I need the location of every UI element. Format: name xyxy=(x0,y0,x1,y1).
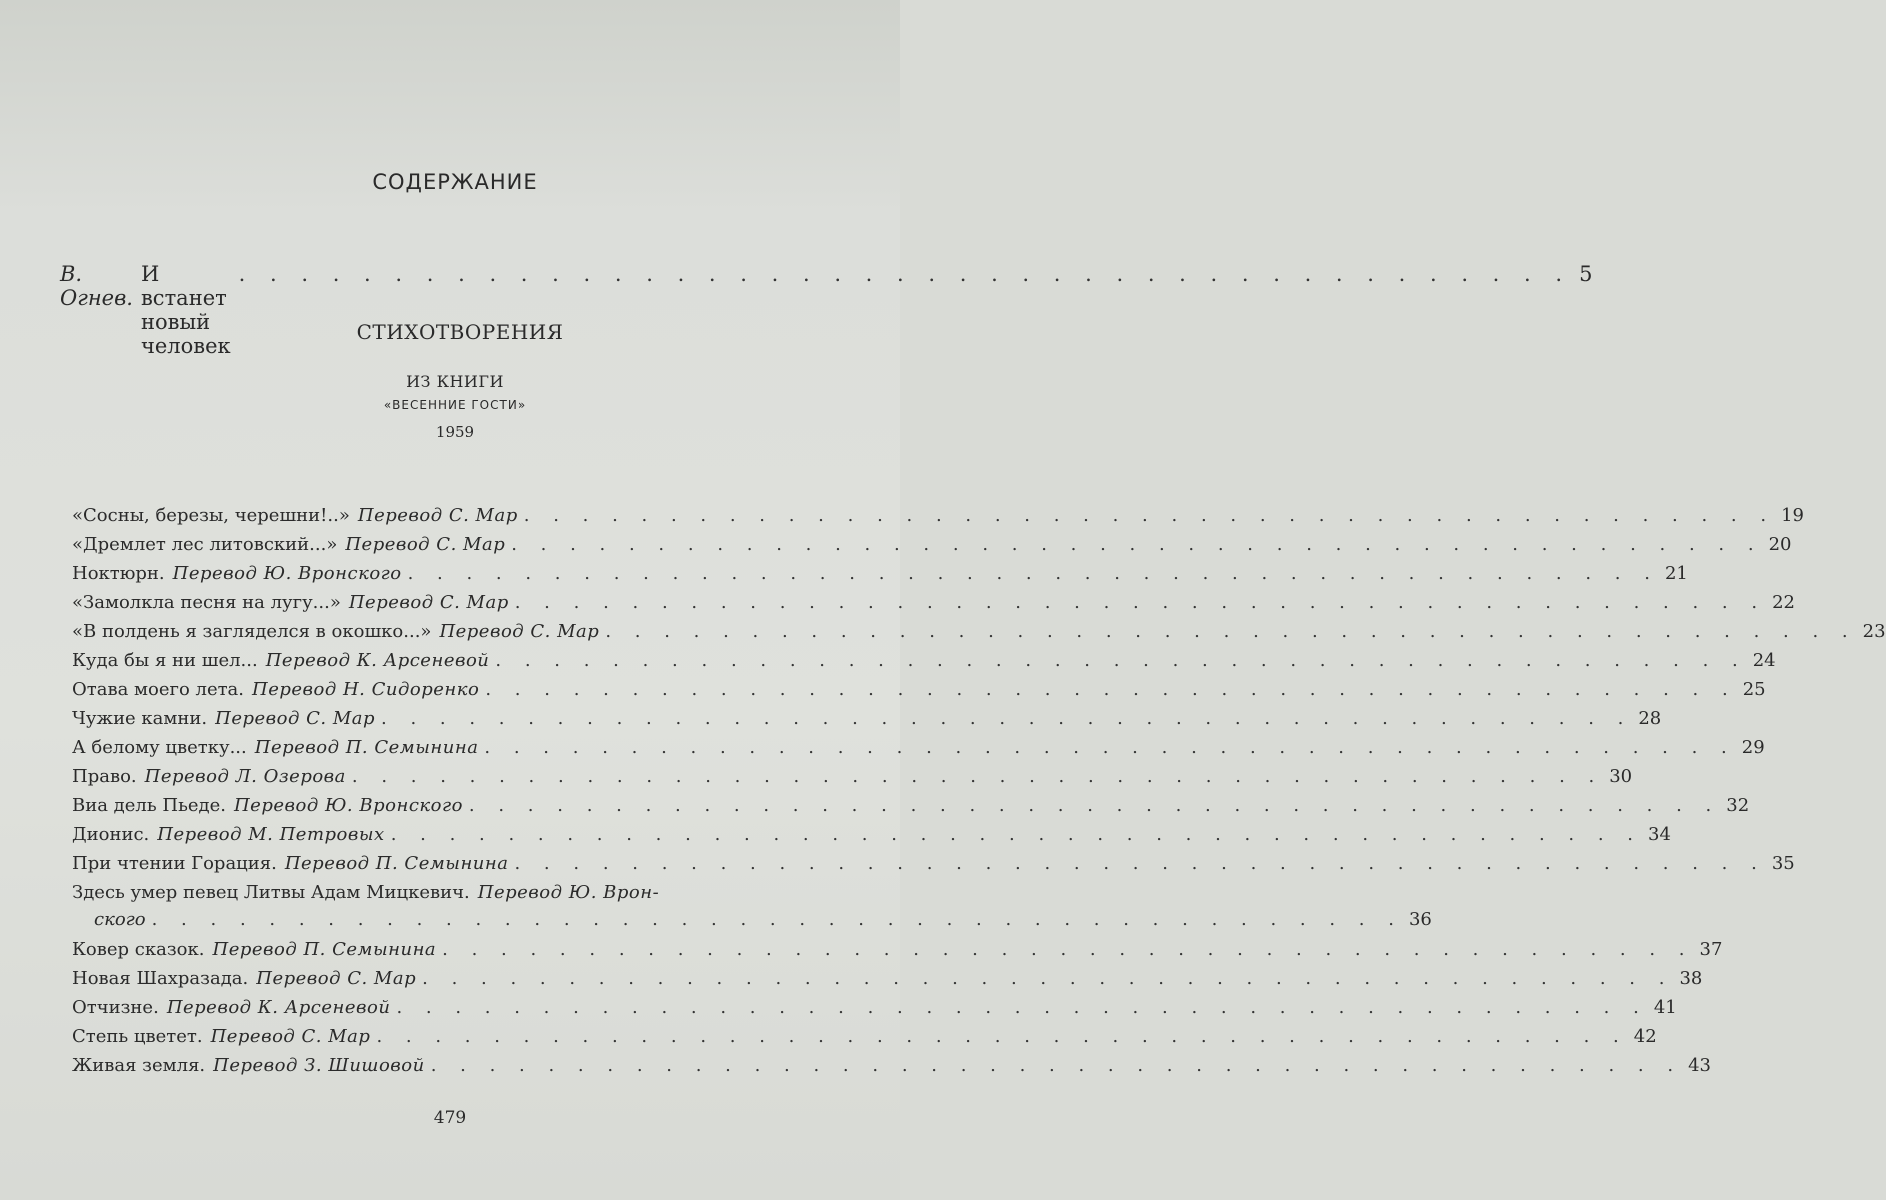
poem-title: «Сосны, березы, черешни!..» xyxy=(72,505,350,526)
page-number: 41 xyxy=(1653,997,1677,1018)
book-from-label: ИЗ КНИГИ xyxy=(406,372,504,391)
toc-entry xyxy=(72,1055,1711,1084)
intro-title: И встанет новый человек xyxy=(140,262,231,358)
toc-entry xyxy=(72,766,1633,795)
page-number: 28 xyxy=(1638,708,1662,729)
poem-title: «Замолкла песня на лугу...» xyxy=(72,592,341,613)
dot-leader: . . . . . . . . . . . . . . . . . . . . . . . . . . . . . . . . . . . . . . . . . . . xyxy=(485,679,1737,700)
toc-entry xyxy=(72,968,1703,997)
dot-leader: . . . . . . . . . . . . . . . . . . . . . . . . . . . . . . . . . . . . . . . . . . . xyxy=(484,737,1736,758)
translator: Перевод П. Семынина xyxy=(212,939,437,960)
translator: Перевод С. Мар xyxy=(348,592,509,613)
page-number: 29 xyxy=(1741,737,1765,758)
toc-entry xyxy=(72,824,1671,853)
dot-leader: . . . . . . . . . . . . . . . . . . . . . . . . . . . . . . . . . . . . . . . . . . . xyxy=(422,968,1674,989)
poem-title: Отчизне. xyxy=(72,997,159,1018)
poem-title: Степь цветет. xyxy=(72,1026,203,1047)
poem-title: Право. xyxy=(72,766,137,787)
page-number: 32 xyxy=(1726,795,1750,816)
section-heading: СТИХОТВОРЕНИЯ xyxy=(356,320,564,344)
translator: Перевод С. Мар xyxy=(345,534,506,555)
page-number: 19 xyxy=(1781,505,1804,526)
translator: Перевод Ю. Вронского xyxy=(172,563,402,584)
translator: Перевод П. Семынина xyxy=(254,737,479,758)
toc-list xyxy=(72,505,1886,1084)
page-number: 34 xyxy=(1648,824,1671,845)
translator: Перевод С. Мар xyxy=(215,708,376,729)
dot-leader: . . . . . . . . . . . . . . . . . . . . . . . . . . . . . . . . . . . . . . . . . . . xyxy=(390,824,1643,845)
poem-title: «Дремлет лес литовский...» xyxy=(72,534,338,555)
dot-leader: . . . . . . . . . . . . . . . . . . . . . . . . . . . . . . . . . . . . . . . . . . . xyxy=(430,1055,1683,1076)
toc-entry xyxy=(72,621,1886,650)
translator: Перевод П. Семынина xyxy=(284,853,509,874)
dot-leader: . . . . . . . . . . . . . . . . . . . . . . . . . . . . . . . . . . . . . . . . . . . xyxy=(238,262,1572,286)
dot-leader: . . . . . . . . . . . . . . . . . . . . . . . . . . . . . . . . . . . . . . . . . . . xyxy=(523,505,1776,526)
page-number: 30 xyxy=(1609,766,1633,787)
dot-leader: . . . . . . . . . . . . . . . . . . . . . . . . . . . . . . . . . . . . . . . . . . . xyxy=(396,997,1648,1018)
poem-title: Живая земля. xyxy=(72,1055,206,1076)
page-folio: 479 xyxy=(433,1108,467,1128)
translator: Перевод Ю. Вронского xyxy=(233,795,463,816)
dot-leader: . . . . . . . . . . . . . . . . . . . . . . . . . . . . . . . . . . . . . . . . . . . xyxy=(514,853,1766,874)
dot-leader: . . . . . . . . . . . . . . . . . . . . . . . . . . . . . . . . . . . . . . . . . . . xyxy=(514,592,1767,613)
poem-title: Новая Шахразада. xyxy=(72,968,249,989)
toc-entry xyxy=(72,650,1776,679)
toc-entry xyxy=(72,563,1688,592)
page-number: 24 xyxy=(1752,650,1776,671)
translator: Перевод К. Арсеневой xyxy=(166,997,391,1018)
poem-title: А белому цветку... xyxy=(72,737,247,758)
dot-leader: . . . . . . . . . . . . . . . . . . . . . . . . . . . . . . . . . . . . . . . . . . . xyxy=(381,708,1633,729)
translator: Перевод М. Петровых xyxy=(157,824,385,845)
dot-leader: . . . . . . . . . . . . . . . . . . . . . . . . . . . . . . . . . . . . . . . . . . . xyxy=(351,766,1604,787)
dot-leader: . . . . . . . . . . . . . . . . . . . . . . . . . . . . . . . . . . . . . . . . . . . xyxy=(151,909,1403,930)
page-number: 22 xyxy=(1772,592,1795,613)
translator: Перевод С. Мар xyxy=(357,505,518,526)
poem-title: Виа дель Пьеде. xyxy=(72,795,226,816)
toc-entry xyxy=(72,592,1795,621)
intro-author: В. Огнев. xyxy=(60,262,133,310)
book-name: «ВЕСЕННИЕ ГОСТИ» xyxy=(383,398,527,412)
poem-title: Отава моего лета. xyxy=(72,679,245,700)
toc-entry xyxy=(72,534,1792,563)
toc-entry-continuation xyxy=(72,909,1432,939)
poem-title: Здесь умер певец Литвы Адам Мицкевич. xyxy=(72,882,470,903)
translator-continuation: ского xyxy=(94,909,146,930)
dot-leader: . . . . . . . . . . . . . . . . . . . . . . . . . . . . . . . . . . . . . . . . . . . xyxy=(468,795,1721,816)
page-number: 35 xyxy=(1771,853,1795,874)
toc-entry xyxy=(72,737,1765,766)
poem-title: Дионис. xyxy=(72,824,150,845)
page-number: 20 xyxy=(1768,534,1792,555)
poem-title: «В полдень я загляделся в окошко...» xyxy=(72,621,432,642)
page-number: 36 xyxy=(1408,909,1432,930)
toc-entry xyxy=(72,997,1677,1026)
dot-leader: . . . . . . . . . . . . . . . . . . . . . . . . . . . . . . . . . . . . . . . . . . . xyxy=(407,563,1659,584)
book-year: 1959 xyxy=(435,423,475,441)
toc-entry xyxy=(72,679,1766,708)
poem-title: Ковер сказок. xyxy=(72,939,205,960)
toc-entry xyxy=(72,708,1662,737)
dot-leader: . . . . . . . . . . . . . . . . . . . . . . . . . . . . . . . . . . . . . . . . . . . xyxy=(511,534,1763,555)
toc-entry xyxy=(72,795,1750,824)
page-title: СОДЕРЖАНИЕ xyxy=(372,170,538,194)
page-number: 43 xyxy=(1688,1055,1711,1076)
poem-title: Ноктюрн. xyxy=(72,563,165,584)
toc-entry xyxy=(72,853,1795,882)
page-number: 42 xyxy=(1633,1026,1657,1047)
translator: Перевод К. Арсеневой xyxy=(265,650,490,671)
poem-title: Куда бы я ни шел... xyxy=(72,650,258,671)
dot-leader: . . . . . . . . . . . . . . . . . . . . . . . . . . . . . . . . . . . . . . . . . . . xyxy=(605,621,1857,642)
dot-leader: . . . . . . . . . . . . . . . . . . . . . . . . . . . . . . . . . . . . . . . . . . . xyxy=(442,939,1694,960)
poem-title: Чужие камни. xyxy=(72,708,208,729)
page-number: 21 xyxy=(1664,563,1688,584)
toc-entry xyxy=(72,882,850,909)
toc-entry xyxy=(72,505,1804,534)
page-number: 23 xyxy=(1862,621,1886,642)
translator: Перевод Ю. Врон- xyxy=(477,882,660,903)
page-number: 37 xyxy=(1699,939,1723,960)
poem-title: При чтении Горация. xyxy=(72,853,277,874)
translator: Перевод Л. Озерова xyxy=(144,766,346,787)
toc-entry xyxy=(72,1026,1657,1055)
translator: Перевод З. Шишовой xyxy=(213,1055,425,1076)
page-number: 25 xyxy=(1742,679,1766,700)
toc-entry xyxy=(72,939,1723,968)
dot-leader: . . . . . . . . . . . . . . . . . . . . . . . . . . . . . . . . . . . . . . . . . . . xyxy=(495,650,1747,671)
translator: Перевод С. Мар xyxy=(210,1026,371,1047)
page-number: 38 xyxy=(1679,968,1703,989)
dot-leader: . . . . . . . . . . . . . . . . . . . . . . . . . . . . . . . . . . . . . . . . . . . xyxy=(376,1026,1628,1047)
translator: Перевод С. Мар xyxy=(256,968,417,989)
intro-page-number: 5 xyxy=(1579,262,1593,286)
translator: Перевод Н. Сидоренко xyxy=(252,679,480,700)
translator: Перевод С. Мар xyxy=(439,621,600,642)
